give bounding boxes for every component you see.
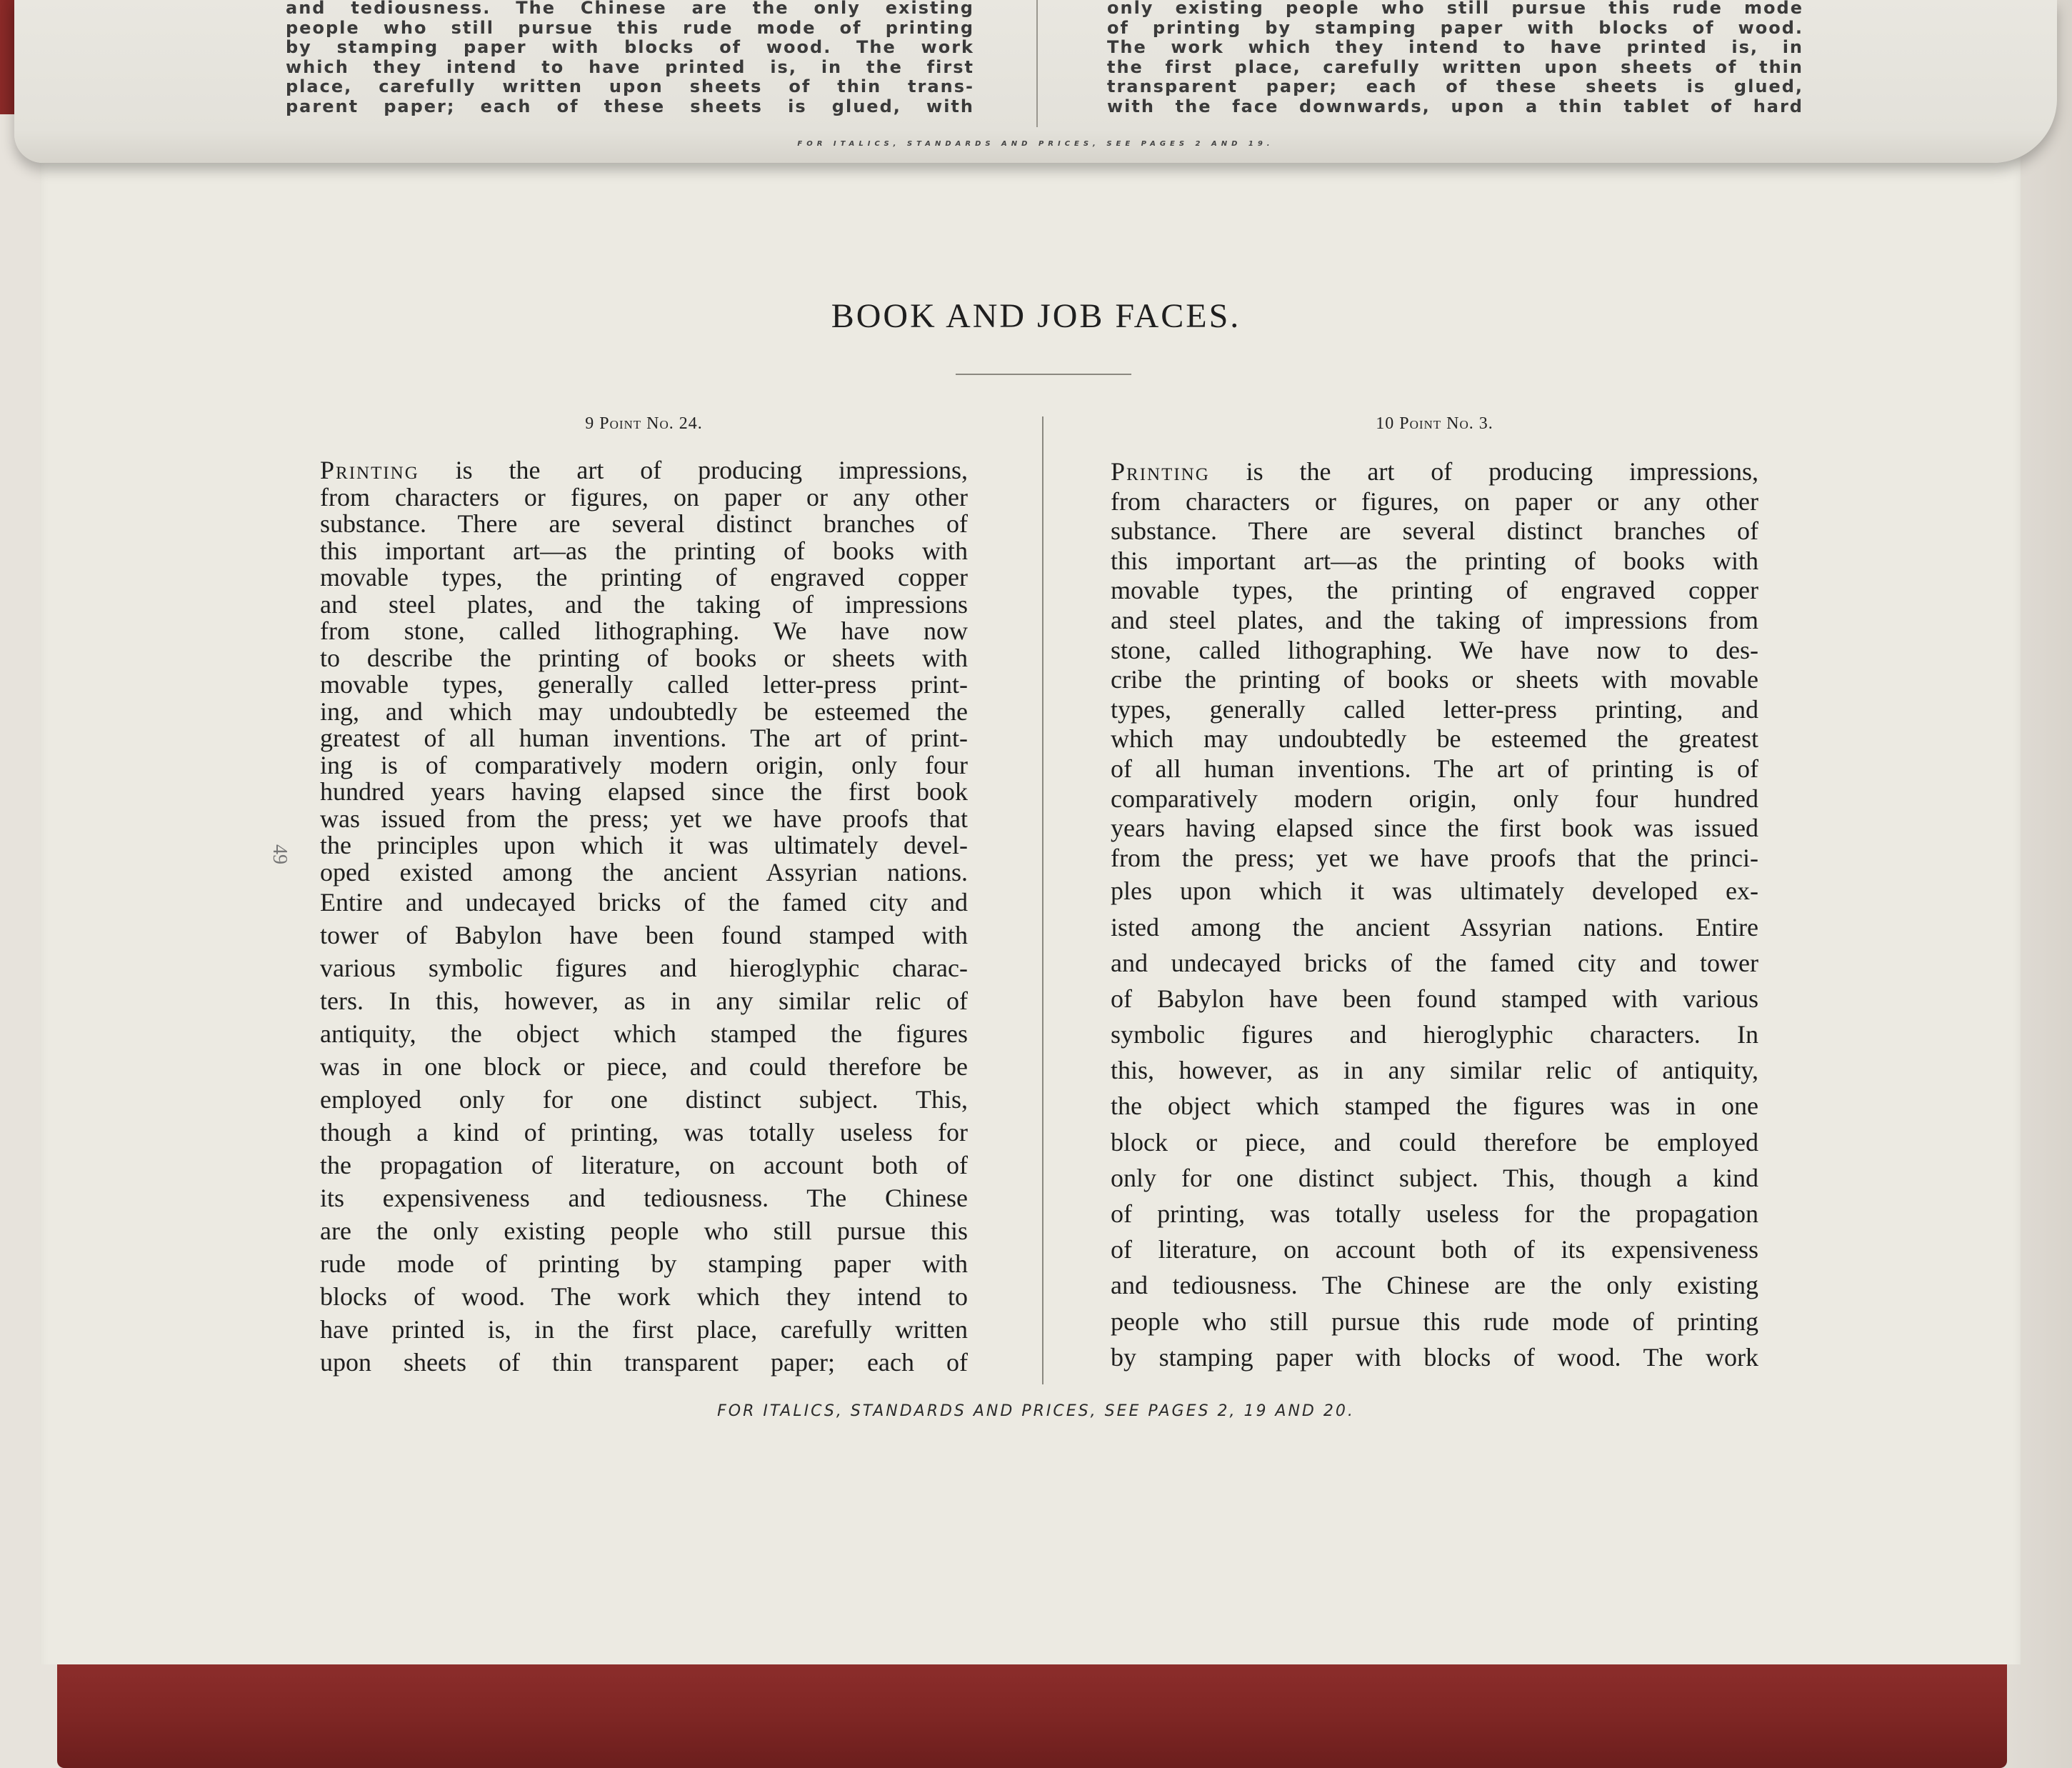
left-column-lines-large — [320, 886, 968, 1379]
page-title: BOOK AND JOB FACES. — [831, 297, 1241, 335]
text-line: and undecayed bricks of the famed city and tower — [1111, 948, 1758, 977]
text-line: block or piece, and could therefore be employed — [1111, 1127, 1758, 1157]
text-line: this important art—as the printing of books with — [320, 536, 968, 565]
page-number: 49 — [269, 844, 291, 864]
text-line: oped existed among the ancient Assyrian nations. — [320, 857, 968, 887]
right-column-lines — [1111, 487, 1758, 874]
page-footer: FOR ITALICS, STANDARDS AND PRICES, SEE PAGES 2, 19 AND 20. — [717, 1402, 1355, 1420]
previous-page-curl — [14, 0, 2057, 163]
text-line: and tediousness. The Chinese are the only existing — [286, 0, 974, 18]
text-line: from the press; yet we have proofs that the princi- — [1111, 843, 1758, 872]
text-line: tower of Babylon have been found stamped with — [320, 921, 968, 949]
text-line: though a kind of printing, was totally useless for — [320, 1118, 968, 1147]
text-line: only for one distinct subject. This, though a kind — [1111, 1163, 1758, 1192]
text-line: this important art—as the printing of books with — [1111, 546, 1758, 575]
text-line: blocks of wood. The work which they intend to — [320, 1282, 968, 1311]
text-line: employed only for one distinct subject. This, — [320, 1085, 968, 1114]
text-line: was issued from the press; yet we have proofs that — [320, 804, 968, 833]
text-line: of printing by stamping paper with blocks of wood. — [1107, 17, 1803, 38]
text-line: was in one block or piece, and could therefore be — [320, 1052, 968, 1081]
text-line: of literature, on account both of its expensiveness — [1111, 1235, 1758, 1264]
text-line: of Babylon have been found stamped with various — [1111, 984, 1758, 1013]
text-line: years having elapsed since the first book was issued — [1111, 814, 1758, 843]
text-line: people who still pursue this rude mode of printing — [1111, 1307, 1758, 1336]
text-line: are the only existing people who still pursue this — [320, 1217, 968, 1245]
right-column-lines-large — [1111, 873, 1758, 1375]
right-column-heading: 10 Point No. 3. — [1376, 414, 1493, 433]
text-line: of printing, was totally useless for the propagation — [1111, 1199, 1758, 1228]
column-divider — [1042, 416, 1043, 1384]
text-line: The work which they intend to have printed is, in — [1107, 37, 1803, 57]
text-line: the object which stamped the figures was in one — [1111, 1092, 1758, 1121]
text-line: substance. There are several distinct branches of — [320, 509, 968, 538]
previous-page-footer: FOR ITALICS, STANDARDS AND PRICES, SEE PAGES 2 AND 19. — [797, 140, 1274, 148]
text-line: transparent paper; each of these sheets is glued, — [1107, 76, 1803, 96]
text-line: ters. In this, however, as in any similar relic of — [320, 987, 968, 1015]
first-line-text: is the art of producing impressions, — [1209, 457, 1758, 486]
text-line: which they intend to have printed is, in the first — [286, 56, 974, 77]
lead-word: Printing — [320, 456, 419, 484]
previous-page-left-column — [286, 0, 974, 116]
lead-word: Printing — [1111, 457, 1210, 486]
text-line: parent paper; each of these sheets is glued, with — [286, 96, 974, 116]
previous-page-right-column — [1107, 0, 1803, 116]
text-line: of all human inventions. The art of printing is of — [1111, 754, 1758, 783]
text-line: the principles upon which it was ultimately devel- — [320, 831, 968, 859]
text-line: ing, and which may undoubtedly be esteemed the — [320, 696, 968, 726]
text-line: its expensiveness and tediousness. The Chinese — [320, 1184, 968, 1212]
text-line: movable types, the printing of engraved copper — [1111, 576, 1758, 605]
left-column-text — [320, 457, 968, 1379]
text-line: by stamping paper with blocks of wood. The work — [286, 37, 974, 57]
text-line — [320, 457, 968, 484]
text-line: people who still pursue this rude mode of printing — [286, 17, 974, 38]
text-line: and steel plates, and the taking of impressions — [320, 589, 968, 619]
text-line: isted among the ancient Assyrian nations. Entire — [1111, 912, 1758, 942]
text-line: from stone, called lithographing. We have now — [320, 616, 968, 645]
text-line: various symbolic figures and hieroglyphic charac- — [320, 954, 968, 982]
text-line: to describe the printing of books or sheets with — [320, 643, 968, 672]
text-line: rude mode of printing by stamping paper with — [320, 1249, 968, 1278]
first-line-text: is the art of producing impressions, — [419, 456, 968, 484]
text-line: the propagation of literature, on account both of — [320, 1151, 968, 1179]
text-line: upon sheets of thin transparent paper; each of — [320, 1348, 968, 1377]
right-column-text — [1111, 457, 1758, 1375]
text-line: and steel plates, and the taking of impressions from — [1111, 605, 1758, 634]
text-line: ples upon which it was ultimately developed ex- — [1111, 876, 1758, 906]
text-line: antiquity, the object which stamped the figures — [320, 1019, 968, 1048]
text-line: cribe the printing of books or sheets with movable — [1111, 665, 1758, 694]
text-line: movable types, generally called letter-press print- — [320, 670, 968, 699]
left-column-heading: 9 Point No. 24. — [585, 414, 703, 433]
book-cover-bottom — [57, 1657, 2007, 1768]
text-line: ing is of comparatively modern origin, only four — [320, 750, 968, 779]
text-line: substance. There are several distinct branches of — [1111, 516, 1758, 546]
text-line: and tediousness. The Chinese are the only existing — [1111, 1271, 1758, 1300]
text-line: Entire and undecayed bricks of the famed city and — [320, 888, 968, 917]
text-line: this, however, as in any similar relic of antiquity, — [1111, 1056, 1758, 1085]
text-line: types, generally called letter-press printing, and — [1111, 694, 1758, 724]
text-line: hundred years having elapsed since the first book — [320, 777, 968, 806]
text-line: from characters or figures, on paper or any other — [1111, 486, 1758, 516]
text-line: with the face downwards, upon a thin tablet of hard — [1107, 96, 1803, 116]
text-line: from characters or figures, on paper or any other — [320, 482, 968, 511]
text-line: have printed is, in the first place, carefully written — [320, 1315, 968, 1344]
text-line: which may undoubtedly be esteemed the greatest — [1111, 724, 1758, 754]
text-line: only existing people who still pursue this rude mode — [1107, 0, 1803, 18]
text-line: symbolic figures and hieroglyphic characters. In — [1111, 1020, 1758, 1049]
text-line: the first place, carefully written upon sheets of thin — [1107, 56, 1803, 77]
text-line: by stamping paper with blocks of wood. The work — [1111, 1342, 1758, 1372]
left-column-lines — [320, 484, 968, 887]
title-rule — [956, 374, 1131, 375]
text-line: movable types, the printing of engraved copper — [320, 563, 968, 591]
previous-page-divider — [1036, 0, 1038, 127]
text-line: place, carefully written upon sheets of thin trans- — [286, 76, 974, 96]
text-line: stone, called lithographing. We have now to des- — [1111, 635, 1758, 664]
text-line: comparatively modern origin, only four hundred — [1111, 784, 1758, 813]
text-line: greatest of all human inventions. The art of print- — [320, 724, 968, 752]
text-line — [1111, 457, 1758, 487]
